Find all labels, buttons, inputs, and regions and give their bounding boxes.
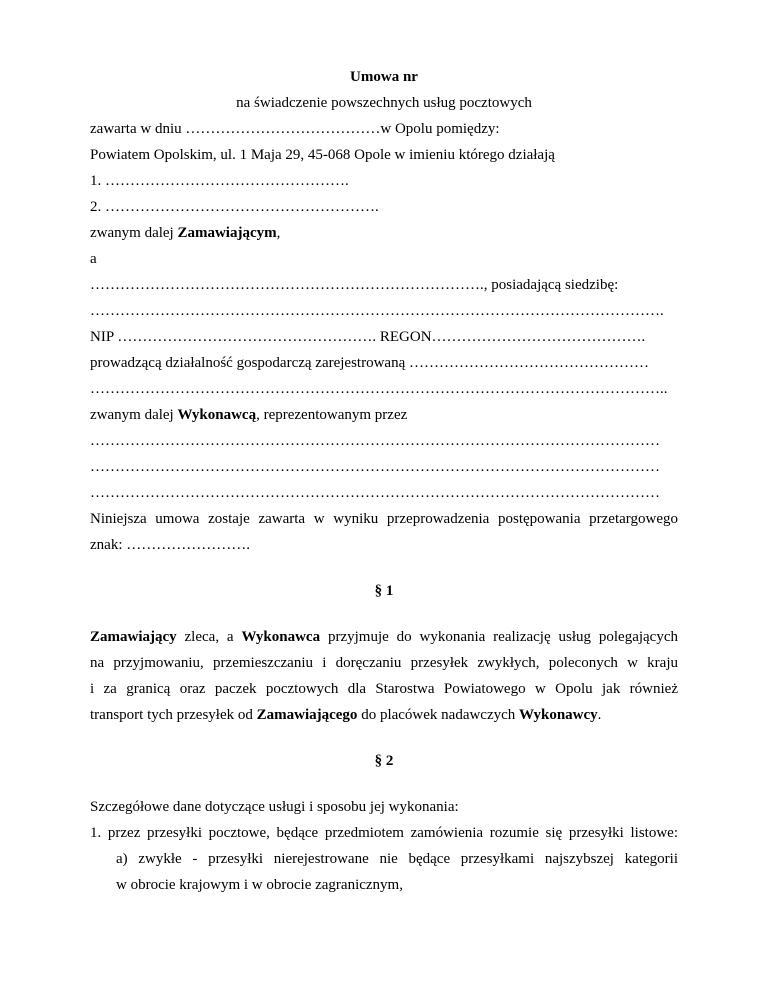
- powiat-line: Powiatem Opolskim, ul. 1 Maja 29, 45-068 Opole w imieniu którego działają: [90, 147, 555, 163]
- wykonawca-line: zwanym dalej Wykonawcą, reprezentowanym przez: [90, 407, 408, 423]
- wykonawca-rep-2: ……………………………………………………………………………………………………: [90, 459, 660, 475]
- paragraph-1-heading: § 1: [374, 583, 394, 599]
- document-title: Umowa nr: [350, 69, 418, 85]
- par2-item-1a-line-2: w obrocie krajowym i w obrocie zagranicznym,: [116, 877, 403, 893]
- concluded-line: zawarta w dniu …………………………………w Opolu pomiędzy:: [90, 121, 500, 137]
- nip-regon-line: NIP ……………………………………………. REGON…………………………………….: [90, 329, 646, 345]
- par1-line-1: Zamawiający zleca, a Wykonawca przyjmuje do wykonania realizację usług polegających: [90, 629, 678, 645]
- zamawiajacy-line: zwanym dalej Zamawiającym,: [90, 225, 281, 241]
- activity-dots-line: ……………………………………………………………………………………………………..: [90, 381, 668, 397]
- par2-item-1a-line-1: a) zwykłe - przesyłki nierejestrowane nie będące przesyłkami najszybszej kategorii: [116, 851, 678, 867]
- representative-1: 1. ………………………………………….: [90, 173, 349, 189]
- par1-line-4: transport tych przesyłek od Zamawiającego do placówek nadawczych Wykonawcy.: [90, 707, 602, 723]
- paragraph-2-heading: § 2: [374, 753, 394, 769]
- wykonawca-rep-1: ……………………………………………………………………………………………………: [90, 433, 660, 449]
- tender-line-1: Niniejsza umowa zostaje zawarta w wyniku przeprowadzenia postępowania przetargowego: [90, 511, 678, 527]
- wykonawca-rep-3: ……………………………………………………………………………………………………: [90, 485, 660, 501]
- par1-line-3: i za granicą oraz paczek pocztowych dla Starostwa Powiatowego w Opolu jak również: [90, 681, 678, 697]
- seat-line: …………………………………………………………………………………………………….: [90, 303, 664, 319]
- par2-intro: Szczegółowe dane dotyczące usługi i sposobu jej wykonania:: [90, 799, 459, 815]
- and-line: a: [90, 251, 97, 267]
- representative-2: 2. ……………………………………………….: [90, 199, 379, 215]
- par2-item-1: 1. przez przesyłki pocztowe, będące przedmiotem zamówienia rozumie się przesyłki listowe:: [90, 825, 678, 841]
- document-subtitle: na świadczenie powszechnych usług pocztowych: [236, 95, 532, 111]
- par1-line-2: na przyjmowaniu, przemieszczaniu i doręczaniu przesyłek zwykłych, poleconych w kraju: [90, 655, 678, 671]
- tender-line-2: znak: …………………….: [90, 537, 250, 553]
- contractor-line: ……………………………………………………………………., posiadającą siedzibę:: [90, 277, 619, 293]
- activity-line: prowadzącą działalność gospodarczą zarejestrowaną …………………………………………: [90, 355, 649, 371]
